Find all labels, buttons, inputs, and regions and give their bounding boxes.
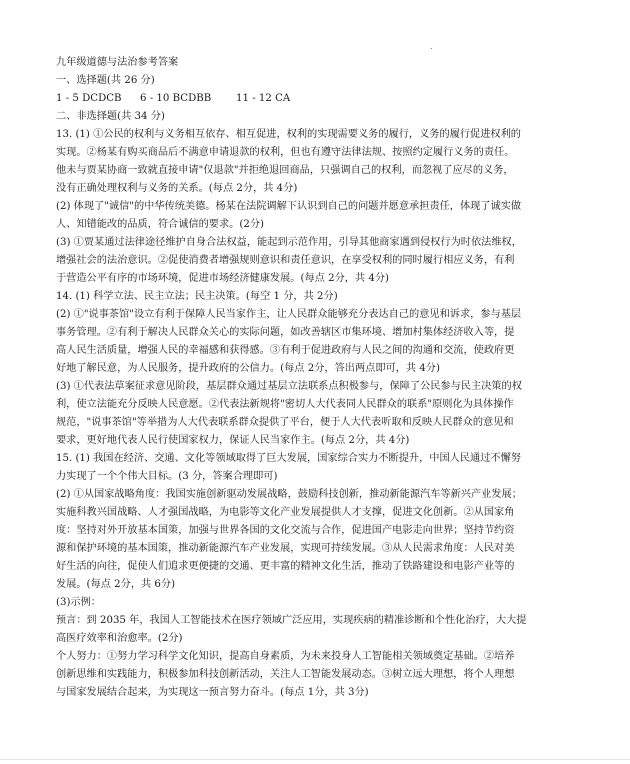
page-bottom-edge — [0, 759, 630, 760]
text-line: 要求，更好地代表人民行使国家权力，保证人民当家作主。(每点 2分，共 4分) — [56, 435, 410, 446]
answer-paragraph — [56, 306, 574, 378]
text-line: 实现。②杨某有购买商品后不满意申请退款的权利，但也有遵守法律法规、按照约定履行义务的责任。 — [56, 147, 515, 158]
answer-paragraph — [56, 198, 574, 234]
text-line: 高医疗效率和治愈率。(2分) — [56, 633, 183, 644]
text-line: 度：坚持对外开放基本国策，加强与世界各国的文化交流与合作，促进国产电影走向世界；坚持节约资 — [56, 525, 515, 536]
text-line: 增强社会的法治意识。②促使消费者增强规则意识和责任意识，在享受权利的同时履行相应义务，有利 — [56, 255, 515, 266]
text-line: (2) 体现了"诚信"的中华传统美德。杨某在法院调解下认识到自己的问题并愿意承担责任，体现了诚实做 — [56, 201, 522, 212]
choice-answers — [56, 90, 574, 108]
text-line: 创新思维和实践能力，积极参加科技创新活动，关注人工智能发展动态。③树立远大理想，将个人理想 — [56, 669, 515, 680]
text-line: 与国家发展结合起来，为实现这一预言努力奋斗。(每点 1分，共 3分) — [56, 687, 369, 698]
answer-document — [56, 54, 574, 702]
text-line: 力实现了一个个伟大目标。(3 分，答案合理即可) — [56, 471, 278, 482]
text-line: 个人努力：①努力学习科学文化知识，提高自身素质，为未来投身人工智能相关领域奠定基础。②培养 — [56, 651, 515, 662]
answer-paragraph — [56, 378, 574, 450]
answer-paragraph — [56, 594, 574, 612]
text-line: 好生活的向往，促使人们追求更便捷的交通、更丰富的精神文化生活，推动了铁路建设和电影产业等的 — [56, 561, 515, 572]
answer-group: 6 - 10 BCDBB — [140, 93, 212, 104]
answer-paragraph — [56, 288, 574, 306]
text-line: (2) ①"说事茶馆"设立有利于保障人民当家作主，让人民群众能够充分表达自己的意见和诉求，参与基层 — [56, 309, 522, 320]
text-line: 没有正确处理权利与义务的关系。(每点 2分，共 4分) — [56, 183, 298, 194]
scan-speck — [431, 48, 432, 49]
text-line: 预言：到 2035 年，我国人工智能技术在医疗领域广泛应用，实现疾病的精准诊断和个性化治疗，大大提 — [56, 615, 527, 626]
document-title: 九年级道德与法治参考答案 — [56, 57, 179, 68]
text-line: (3)示例： — [56, 597, 101, 608]
text-line: 规范，"说事茶馆"等举措为人大代表联系群众提供了平台，便于人大代表听取和反映人民群众的意见和 — [56, 417, 514, 428]
text-line: 好地了解民意，为人民服务，提升政府的公信力。(每点 2分，答出两点即可，共 4分) — [56, 363, 440, 374]
text-line: 高人民生活质量，增强人民的幸福感和获得感。③有利于促进政府与人民之间的沟通和交流，使政府更 — [56, 345, 515, 356]
text-line: (3) ①代表法草案征求意见阶段，基层群众通过基层立法联系点积极参与，保障了公民参与民主决策的权 — [56, 381, 522, 392]
answer-group: 11 - 12 CA — [236, 93, 291, 104]
text-line: 实施科教兴国战略、人才强国战略，为电影等文化产业发展提供人才支撑，促进文化创新。②从国家角 — [56, 507, 515, 518]
answer-paragraph — [56, 450, 574, 486]
text-line: 13. (1) ①公民的权利与义务相互依存、相互促进，权利的实现需要义务的履行，义务的履行促进权利的 — [56, 129, 521, 140]
text-line: (2) ①从国家战略角度：我国实施创新驱动发展战略，鼓励科技创新，推动新能源汽车等新兴产业发展； — [56, 489, 522, 500]
text-line: 14. (1) 科学立法、民主立法；民主决策。(每空 1 分，共 2分) — [56, 291, 338, 302]
text-line: 事务管理。②有利于解决人民群众关心的实际问题，如改善辖区市集环境、增加村集体经济收入等，提 — [56, 327, 515, 338]
answer-body — [56, 126, 574, 702]
text-line: 利，使立法能充分反映人民意愿。②代表法新规将"密切人大代表同人民群众的联系"原则化为具体操作 — [56, 399, 514, 410]
text-line: 发展。(每点 2分，共 6分) — [56, 579, 176, 590]
answer-paragraph — [56, 648, 574, 702]
answer-paragraph — [56, 126, 574, 198]
text-line: 源和保护环境的基本国策，推动新能源汽车产业发展，实现可持续发展。③从人民需求角度：人民对美 — [56, 543, 515, 554]
section-heading-nonchoice: 二、非选择题(共 34 分) — [56, 111, 165, 122]
answer-paragraph — [56, 234, 574, 288]
text-line: 15. (1) 我国在经济、交通、文化等领域取得了巨大发展，国家综合实力不断提升，中国人民通过不懈努 — [56, 453, 521, 464]
text-line: (3) ①贾某通过法律途径维护自身合法权益，能起到示范作用，引导其他商家遇到侵权行为时依法维权， — [56, 237, 522, 248]
text-line: 于营造公平有序的市场环境，促进市场经济健康发展。(每点 2分，共 4分) — [56, 273, 390, 284]
text-line: 人、知错能改的品质，符合诚信的要求。(2分) — [56, 219, 264, 230]
answer-paragraph — [56, 612, 574, 648]
answer-group: 1 - 5 DCDCB — [56, 93, 122, 104]
text-line: 他未与贾某协商一致就直接申请"仅退款"并拒绝退回商品，只强调自己的权利，而忽视了应尽的义务， — [56, 165, 514, 176]
answer-paragraph — [56, 486, 574, 594]
section-heading-choice: 一、选择题(共 26 分) — [56, 75, 155, 86]
